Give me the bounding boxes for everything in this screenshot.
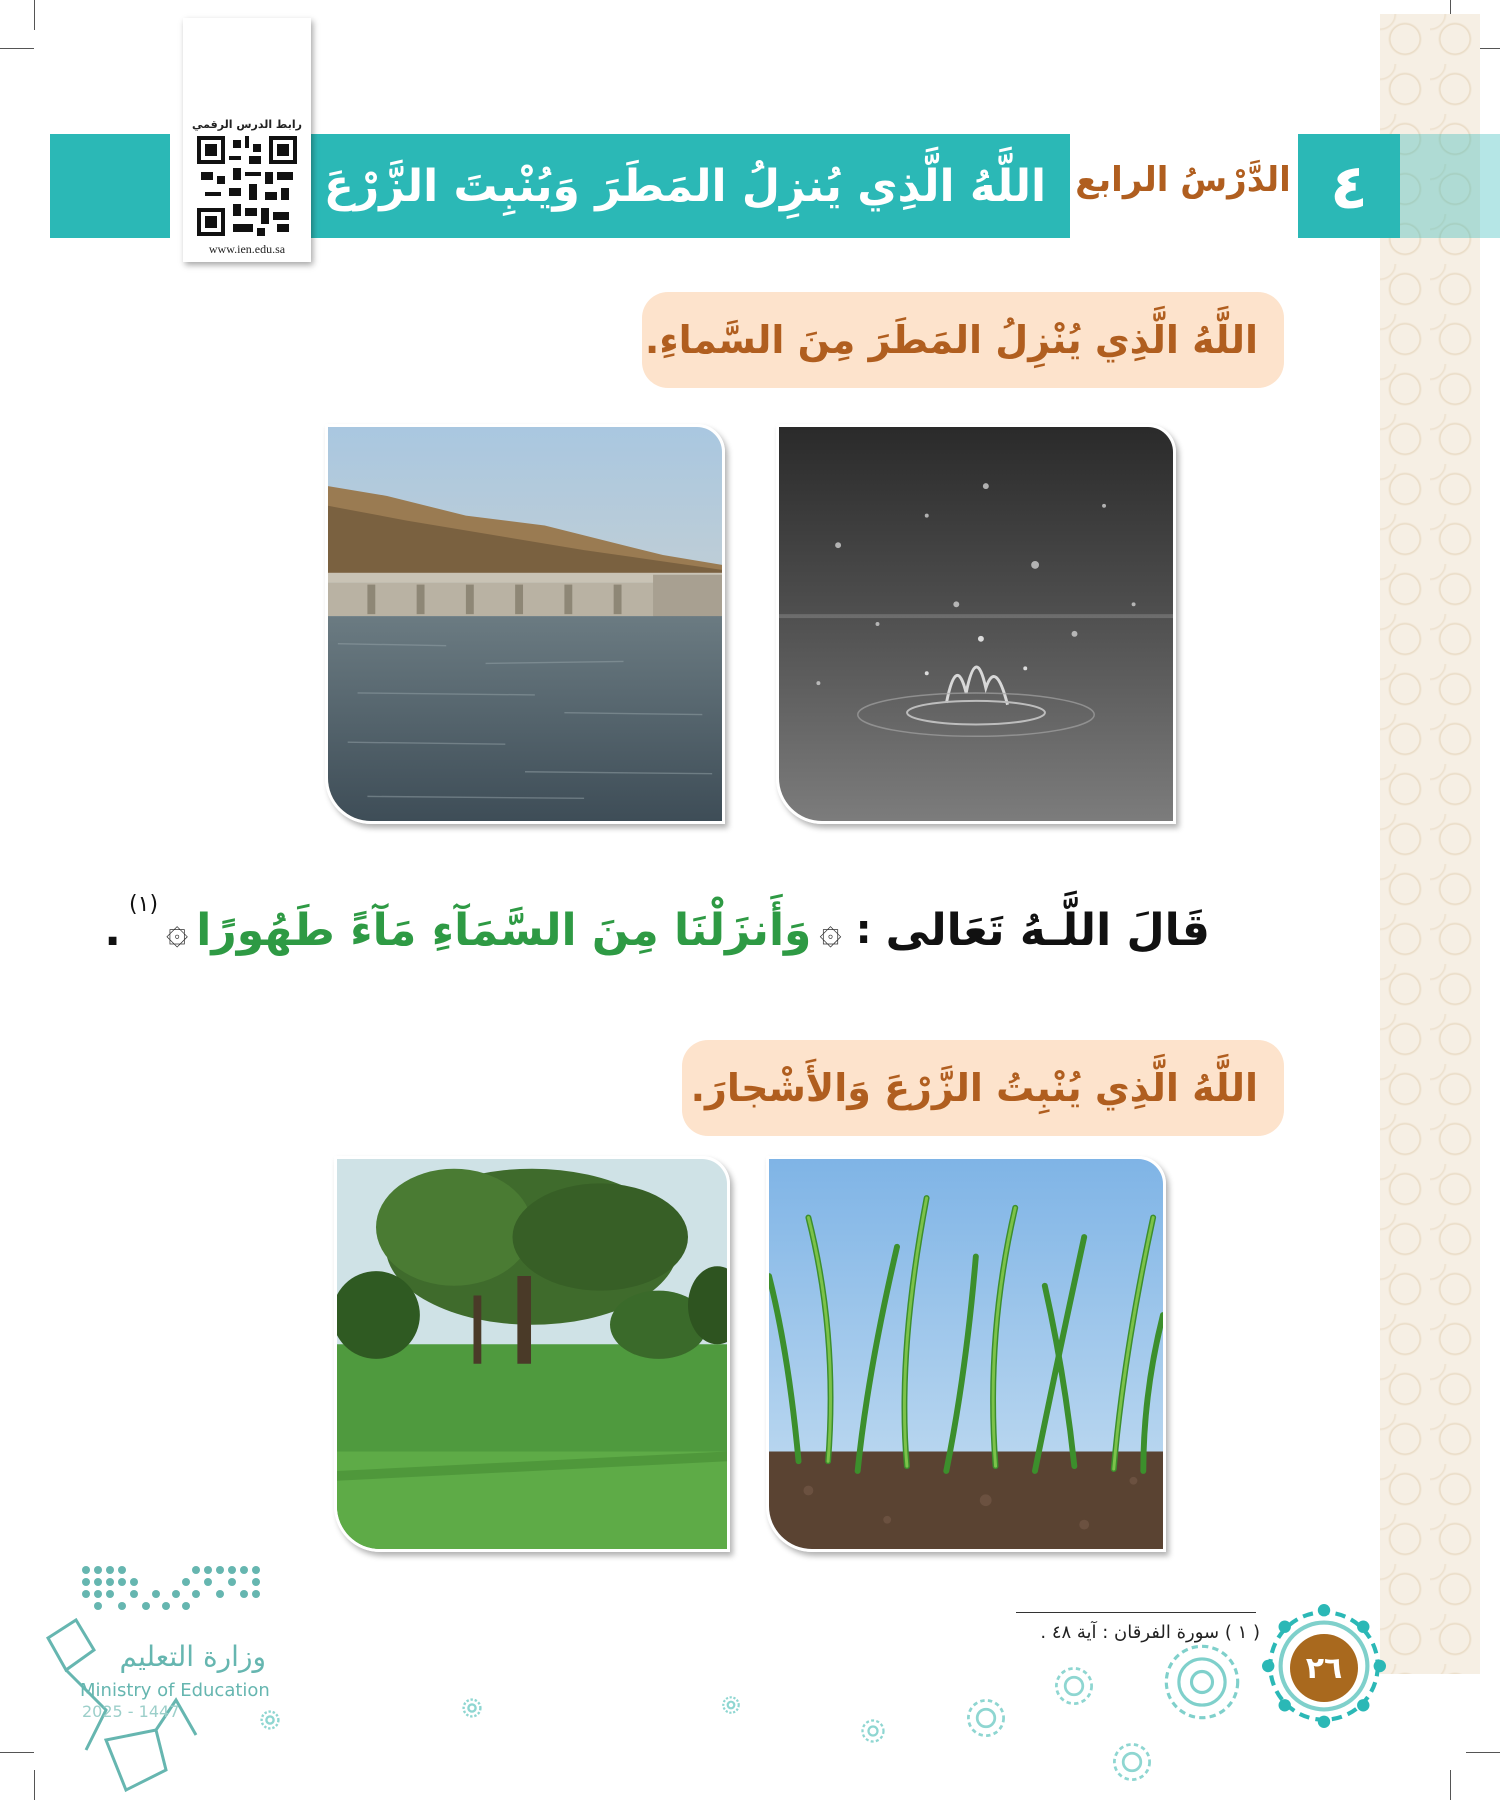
- lesson-number-box: [1298, 134, 1400, 238]
- crop-mark: [34, 1770, 35, 1800]
- verse-footnote-mark: (١): [129, 891, 159, 917]
- section1-heading: اللَّهُ الَّذِي يُنْزِلُ المَطَرَ مِنَ السَّماءِ.: [644, 318, 1258, 362]
- lesson-label: الدَّرْسُ الرابع: [1075, 160, 1291, 200]
- photo-rain-drops: [776, 424, 1176, 824]
- verse-quran-text: وَأَنزَلْنَا مِنَ السَّمَآءِ مَآءً طَهُورًا: [196, 904, 812, 956]
- ornament-close-icon: ۞: [166, 908, 189, 952]
- ministry-year: 2025 - 1447: [82, 1702, 180, 1721]
- crop-mark: [1466, 1752, 1500, 1753]
- qr-code-icon[interactable]: [197, 136, 297, 236]
- photo-wheat-sprouts: [766, 1156, 1166, 1552]
- rosette-icon: [720, 1694, 742, 1716]
- ministry-name-english: Ministry of Education: [80, 1680, 270, 1701]
- rosette-icon: [964, 1696, 1008, 1740]
- crop-mark: [0, 1752, 34, 1753]
- lesson-title: اللَّهُ الَّذِي يُنزِلُ المَطَرَ وَيُنْبِتَ الزَّرْعَ: [323, 160, 1047, 212]
- rosette-icon: [1110, 1740, 1154, 1784]
- ministry-name-arabic: وزارة التعليم: [119, 1640, 266, 1673]
- section2-heading: اللَّهُ الَّذِي يُنْبِتُ الزَّرْعَ وَالأَشْجارَ.: [690, 1066, 1258, 1110]
- photo-trees-field: [334, 1156, 730, 1552]
- ornament-open-icon: ۞: [819, 908, 842, 952]
- qr-card[interactable]: [183, 18, 311, 262]
- side-decorative-pattern: [1380, 14, 1480, 1674]
- header-bar-left: [50, 134, 170, 238]
- section1-heading-box: [642, 292, 1284, 388]
- qr-caption: رابط الدرس الرقمي: [192, 118, 302, 131]
- verse-intro: قَالَ اللَّـهُ تَعَالى: [885, 904, 1210, 956]
- footnote: ( ١ ) سورة الفرقان : آية ٤٨ .: [1040, 1622, 1260, 1643]
- photo-dam-reservoir: [325, 424, 725, 824]
- rosette-icon: [1160, 1640, 1244, 1724]
- rosette-icon: [1052, 1664, 1096, 1708]
- crop-mark: [1450, 1770, 1451, 1800]
- page-number: ٢٦: [1290, 1634, 1358, 1702]
- header-bar-tail: [1400, 134, 1500, 238]
- rosette-icon: [460, 1696, 484, 1720]
- crop-mark: [0, 48, 34, 49]
- footnote-rule: [1016, 1612, 1256, 1613]
- qr-url[interactable]: www.ien.edu.sa: [208, 242, 286, 256]
- rosette-icon: [858, 1716, 888, 1746]
- quran-verse: [104, 880, 1210, 980]
- lesson-title-bar: [300, 134, 1070, 238]
- verse-colon: :: [855, 907, 872, 953]
- crop-mark: [34, 0, 35, 30]
- section2-heading-box: [682, 1040, 1284, 1136]
- verse-end-mark: .: [104, 904, 122, 956]
- lesson-number: ٤: [1330, 149, 1368, 223]
